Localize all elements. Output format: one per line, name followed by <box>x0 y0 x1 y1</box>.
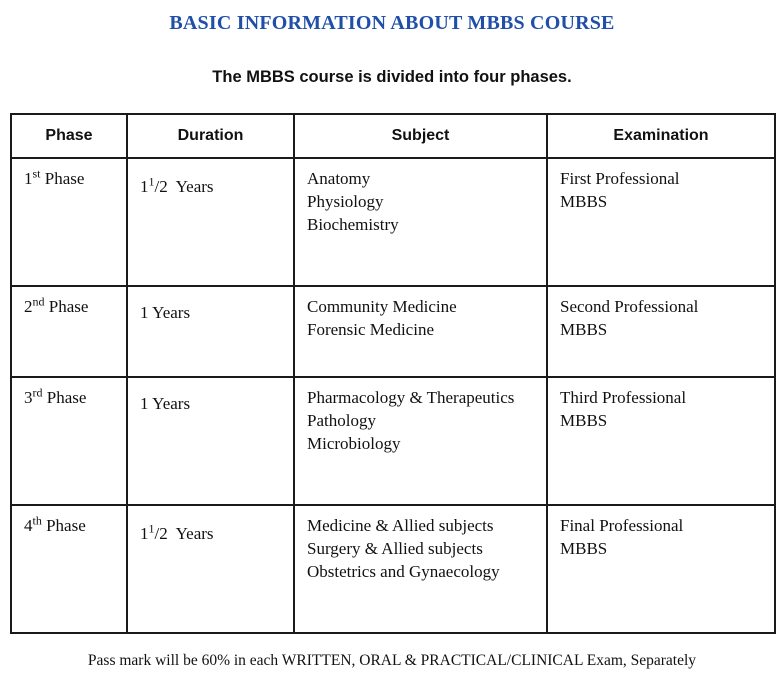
exam-course: MBBS <box>560 538 608 558</box>
phase-cell <box>11 286 127 377</box>
subject-item: Microbiology <box>307 433 401 453</box>
duration-text: 1 Years <box>140 303 191 323</box>
table-row <box>11 505 775 633</box>
duration-cell <box>127 158 294 286</box>
subject-item: Community Medicine <box>307 297 457 317</box>
subject-item: Pharmacology & Therapeutics <box>307 387 515 407</box>
subject-cell <box>294 158 547 286</box>
duration-text: 1 Years <box>140 393 191 413</box>
phase-word: Phase <box>46 387 87 407</box>
subject-item: Pathology <box>307 410 376 430</box>
duration-cell <box>127 377 294 505</box>
subject-item: Anatomy <box>307 169 371 188</box>
phase-word: Phase <box>48 297 89 317</box>
duration-cell <box>127 286 294 377</box>
subject-item: Forensic Medicine <box>307 320 434 340</box>
exam-course: MBBS <box>560 192 608 211</box>
exam-name: Third Professional <box>560 387 687 407</box>
header-duration: Duration <box>127 114 294 158</box>
exam-name: First Professional <box>560 169 680 188</box>
table-header-row <box>11 114 775 158</box>
exam-name: Final Professional <box>560 515 684 535</box>
phase-cell <box>11 505 127 633</box>
phase-cell <box>11 377 127 505</box>
exam-cell <box>547 505 775 633</box>
subject-cell <box>294 505 547 633</box>
page-subtitle: The MBBS course is divided into four phases. <box>212 68 572 86</box>
phase-number: 2 <box>24 297 33 317</box>
duration-fraction-numerator: 1 <box>148 521 155 536</box>
subject-item: Surgery & Allied subjects <box>307 538 483 558</box>
phase-ordinal-suffix: rd <box>32 385 43 400</box>
phase-number: 1 <box>24 169 33 188</box>
table-row <box>11 286 775 377</box>
phases-table <box>10 113 776 634</box>
duration-whole: 1 <box>140 177 149 196</box>
phase-word: Phase <box>46 515 86 535</box>
header-subject: Subject <box>294 114 547 158</box>
duration-fraction-numerator: 1 <box>148 174 155 189</box>
subject-cell <box>294 377 547 505</box>
subject-cell <box>294 286 547 377</box>
phase-number: 3 <box>24 387 33 407</box>
exam-name: Second Professional <box>560 297 699 317</box>
duration-cell <box>127 505 294 633</box>
duration-text: /2 Years <box>154 177 214 196</box>
header-phase: Phase <box>11 114 127 158</box>
phase-number: 4 <box>24 515 33 535</box>
page-title: BASIC INFORMATION ABOUT MBBS COURSE <box>169 12 615 34</box>
exam-cell <box>547 286 775 377</box>
subject-item: Medicine & Allied subjects <box>307 515 494 535</box>
pass-mark-note: Pass mark will be 60% in each WRITTEN, ORAL & PRACTICAL/CLINICAL Exam, Separately <box>87 652 697 669</box>
subject-item: Physiology <box>307 192 384 211</box>
phase-ordinal-suffix: th <box>32 513 42 528</box>
exam-cell <box>547 158 775 286</box>
exam-course: MBBS <box>560 410 608 430</box>
exam-course: MBBS <box>560 320 608 340</box>
duration-text: /2 Years <box>154 523 214 543</box>
phase-word: Phase <box>44 169 85 188</box>
table-row <box>11 158 775 286</box>
duration-whole: 1 <box>140 523 149 543</box>
phase-ordinal-suffix: nd <box>32 294 45 309</box>
subject-item: Obstetrics and Gynaecology <box>307 561 500 581</box>
phase-cell <box>11 158 127 286</box>
phase-ordinal-suffix: st <box>32 166 41 181</box>
exam-cell <box>547 377 775 505</box>
header-examination: Examination <box>547 114 775 158</box>
subject-item: Biochemistry <box>307 215 399 234</box>
table-row <box>11 377 775 505</box>
